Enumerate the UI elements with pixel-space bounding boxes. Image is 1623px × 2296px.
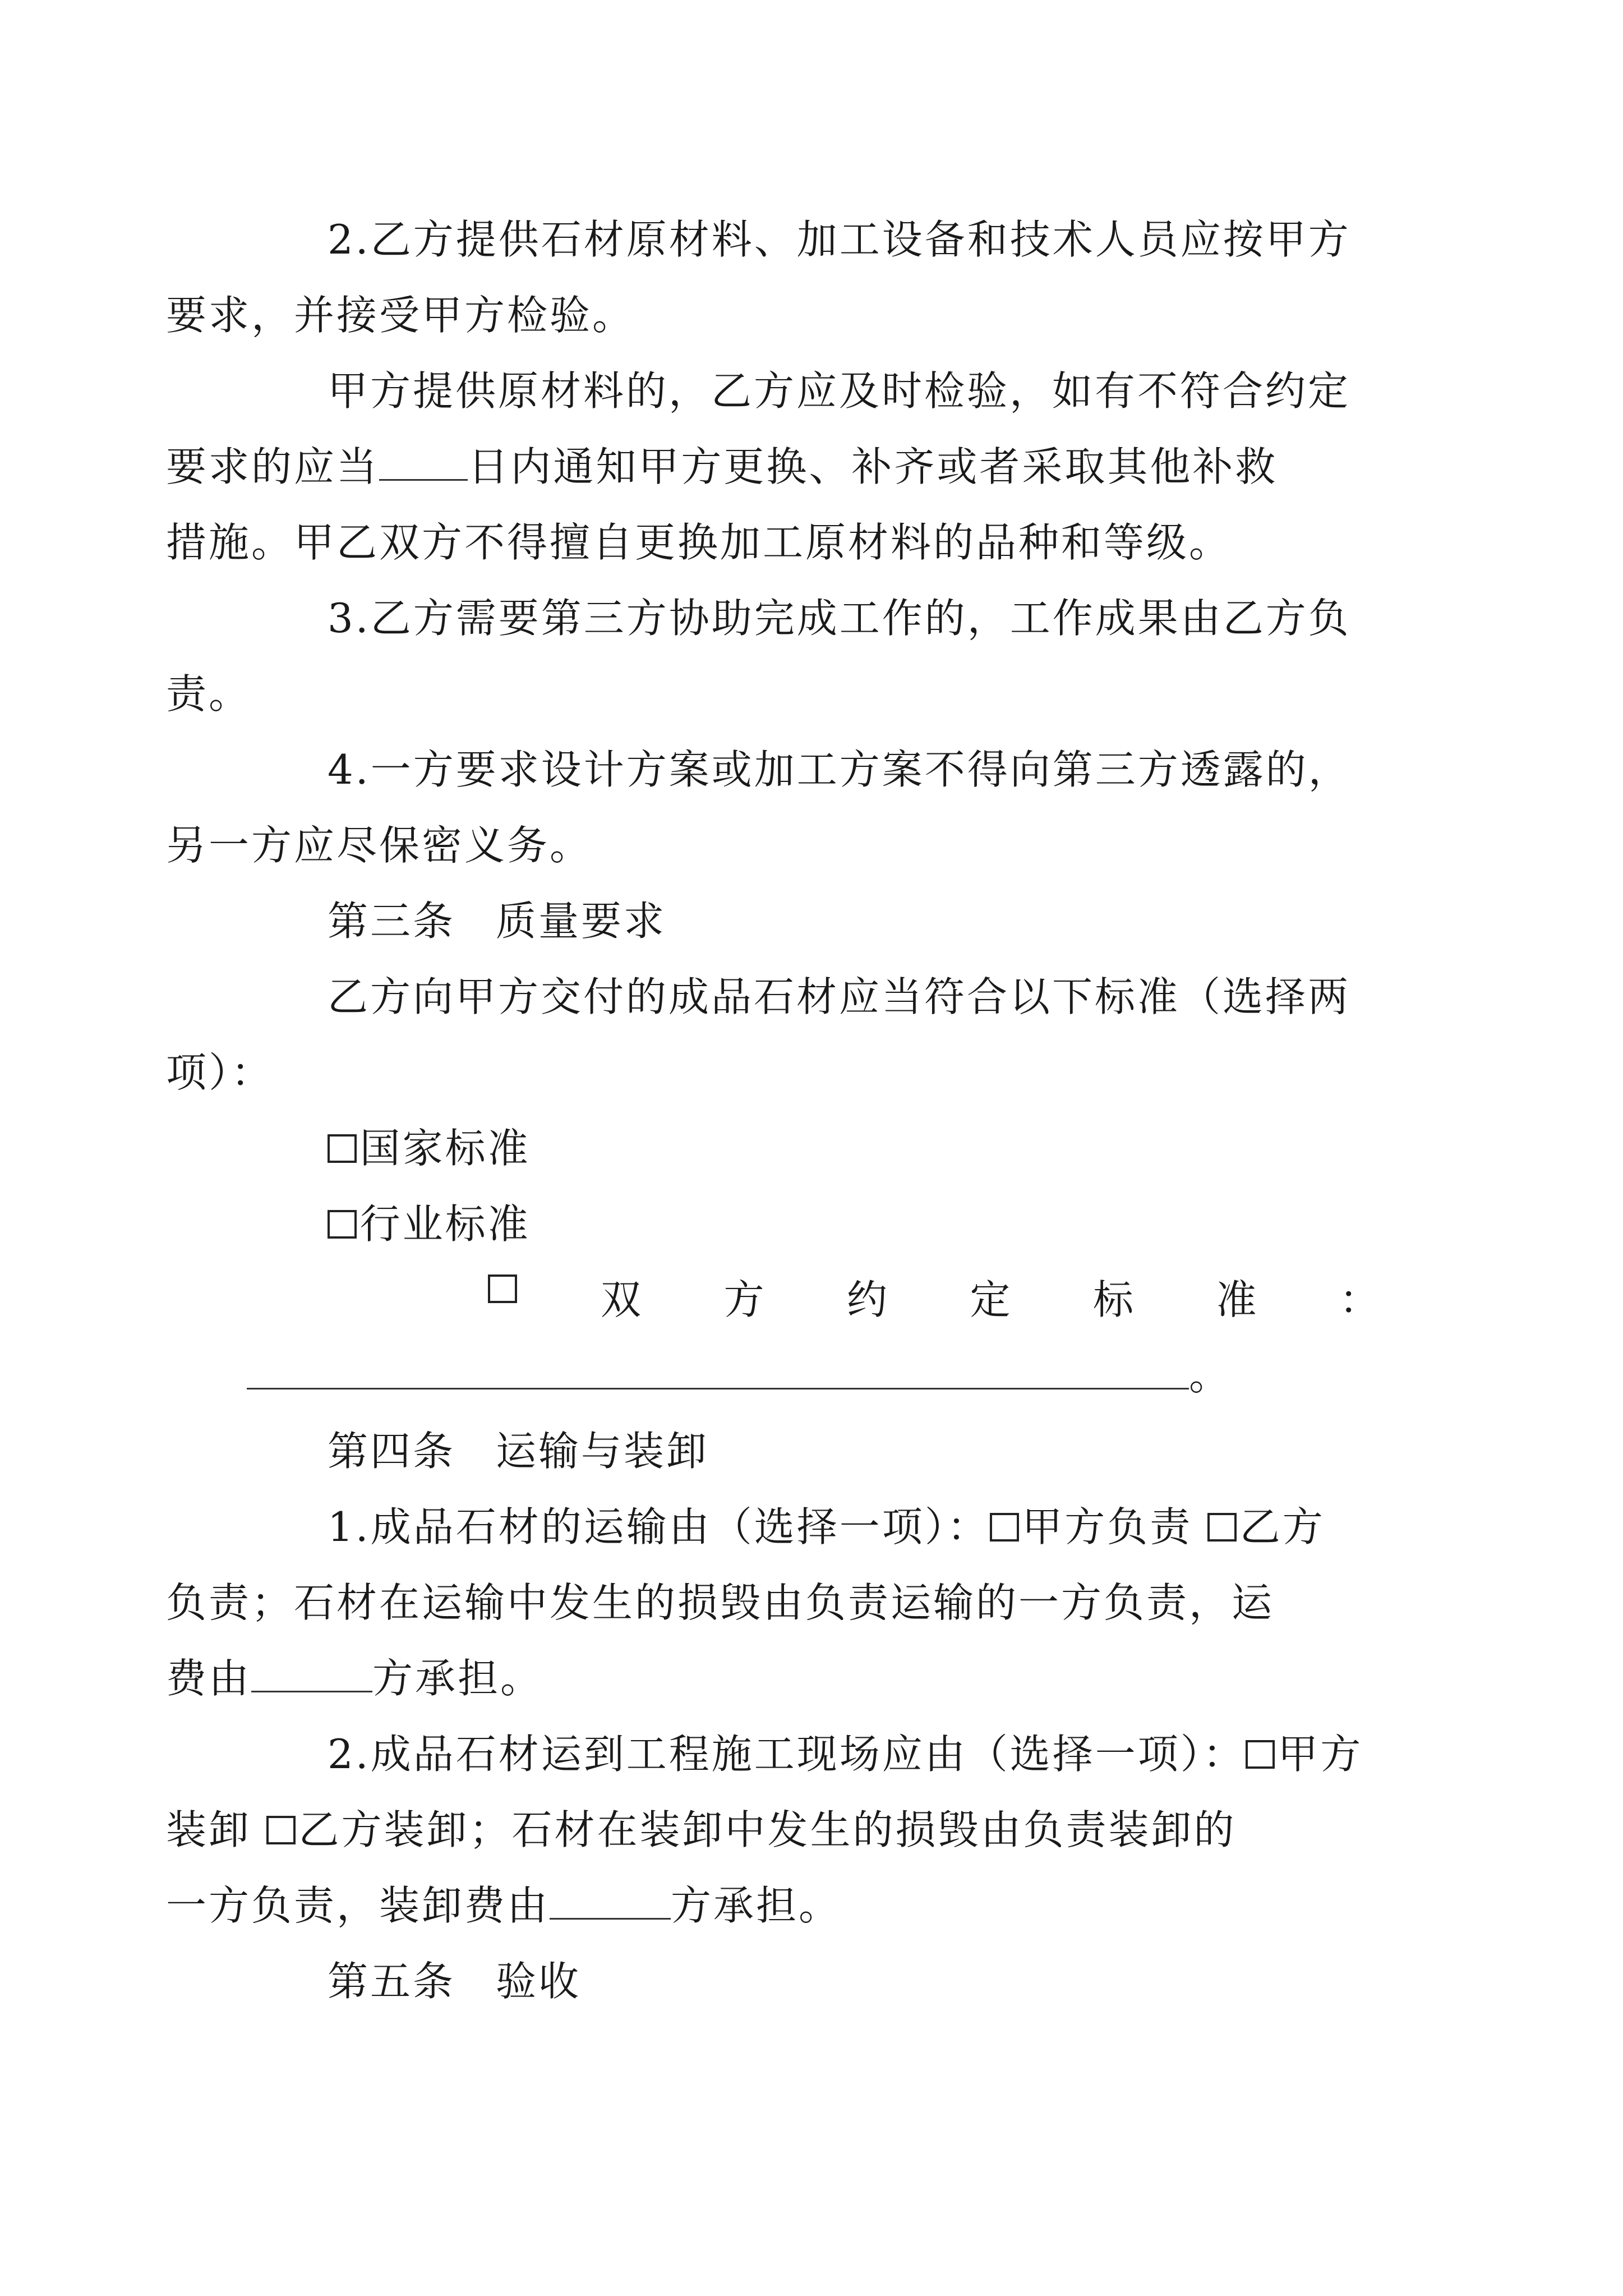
article-3-heading: 第三条 质量要求 — [328, 898, 667, 945]
clause-4-line-2: 另一方应尽保密义务。 — [166, 822, 593, 869]
clause-3-line-1: 3.乙方需要第三方协助完成工作的，工作成果由乙方负 — [328, 595, 1351, 642]
clause-3-line-2: 责。 — [166, 670, 252, 717]
unloading-paragraph: 2.成品石材运到工程施工现场应由（选择一项）： 甲方 装卸 乙方装卸；石材在装卸中发生的损毁由负责装卸的 一方负责，装卸费由 方承担。 — [166, 1731, 1363, 1929]
unloading-fee-party-blank-field[interactable] — [550, 1881, 671, 1920]
option-industry-standard: 行业标准 — [247, 1186, 1382, 1262]
clause-3-paragraph — [166, 581, 1382, 732]
days-blank-field[interactable] — [379, 443, 468, 481]
raw-material-line-3: 措施。甲乙双方不得擅自更换加工原材料的品种和等级。 — [166, 519, 1232, 566]
checkbox-transport-party-a[interactable] — [990, 1513, 1019, 1542]
clause-4-line-1: 4.一方要求设计方案或加工方案不得向第三方透露的， — [328, 746, 1351, 793]
clause-2-line-2: 要求，并接受甲方检验。 — [166, 292, 635, 339]
article-5-heading: 第五条 验收 — [328, 1958, 582, 2005]
agreed-standard-blank-field[interactable] — [247, 1351, 1189, 1389]
checkbox-national-standard[interactable] — [328, 1134, 357, 1163]
transport-paragraph: 1.成品石材的运输由（选择一项）： 甲方负责 乙方 负责；石材在运输中发生的损毁由负责运输的一方负责，运 费由 方承担。 — [166, 1503, 1325, 1702]
quality-intro-paragraph: 乙方向甲方交付的成品石材应当符合以下标准（选择两 项）： — [166, 973, 1351, 1096]
document-body — [166, 202, 1382, 2019]
clause-2-paragraph — [166, 202, 1382, 353]
raw-material-paragraph — [166, 353, 1382, 581]
checkbox-industry-standard[interactable] — [328, 1210, 357, 1239]
raw-material-line-1: 甲方提供原材料的，乙方应及时检验，如有不符合约定 — [328, 367, 1351, 415]
clause-4-paragraph — [166, 732, 1382, 884]
option-agreed-standard: 双 方 约 定 标 准 ： — [247, 1262, 1382, 1338]
freight-party-blank-field[interactable] — [251, 1654, 372, 1692]
option-national-standard: 国家标准 — [247, 1111, 1382, 1186]
checkbox-unload-party-b[interactable] — [266, 1816, 296, 1845]
checkbox-unload-party-a[interactable] — [1246, 1740, 1275, 1769]
checkbox-agreed-standard[interactable] — [488, 1274, 517, 1304]
article-4-heading: 第四条 运输与装卸 — [328, 1428, 709, 1475]
checkbox-transport-party-b[interactable] — [1207, 1513, 1237, 1542]
agreed-standard-blank-line: 。 — [247, 1338, 1382, 1414]
raw-material-line-2: 要求的应当 日内通知甲方更换、补齐或者采取其他补救 — [166, 443, 1278, 490]
clause-2-line-1: 2.乙方提供石材原材料、加工设备和技术人员应按甲方 — [328, 216, 1351, 263]
